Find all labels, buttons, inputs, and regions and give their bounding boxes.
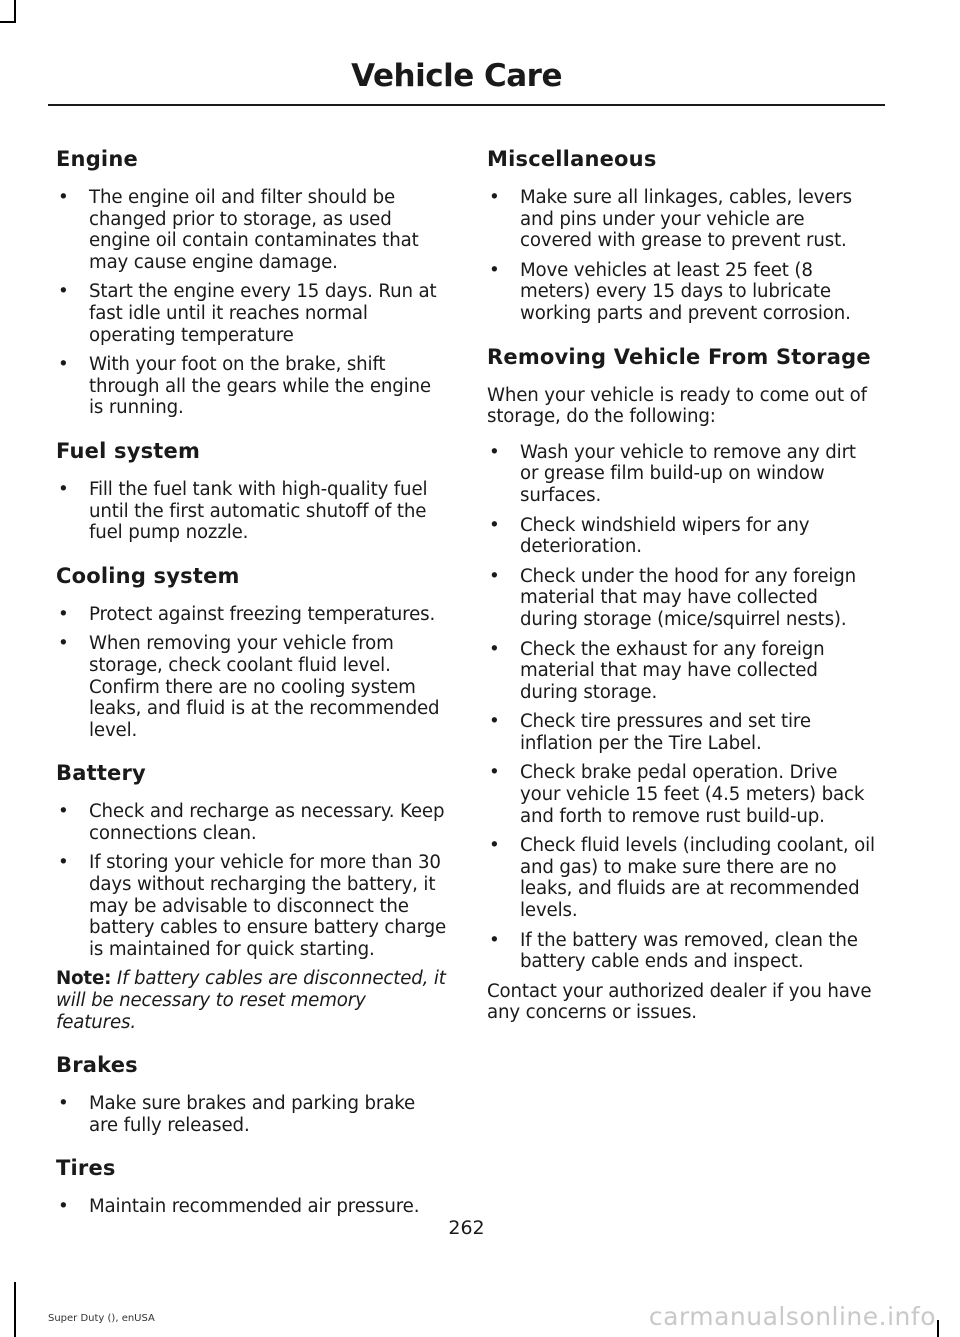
list-item: • Move vehicles at least 25 feet (8 meters) every 15 days to lubricate working parts and prevent corrosion. — [489, 259, 851, 324]
list-item: • When removing your vehicle from storage, check coolant fluid level. Confirm there are no cooling system leaks, and fluid is at the recommended level. — [58, 633, 440, 741]
list-item: • Check windshield wipers for any deterioration. — [489, 514, 810, 558]
engine-list — [56, 187, 448, 419]
crop-mark — [14, 0, 16, 22]
fuel-list — [56, 479, 448, 544]
removing-closing: Contact your authorized dealer if you have any concerns or issues. — [487, 980, 872, 1024]
cooling-list — [56, 604, 448, 742]
list-item: • Maintain recommended air pressure. — [58, 1196, 420, 1218]
brakes-section — [56, 1051, 448, 1136]
cooling-heading: Cooling system — [56, 563, 240, 588]
list-item: • Wash your vehicle to remove any dirt or grease film build-up on window surfaces. — [489, 441, 856, 506]
removing-heading: Removing Vehicle From Storage — [487, 344, 871, 369]
misc-heading: Miscellaneous — [487, 147, 657, 171]
list-item: • With your foot on the brake, shift through all the gears while the engine is running. — [58, 354, 431, 419]
list-item: • If the battery was removed, clean the battery cable ends and inspect. — [489, 929, 858, 973]
misc-section — [487, 145, 879, 325]
left-column — [56, 145, 448, 1236]
tires-heading: Tires — [56, 1156, 116, 1181]
battery-note: Note: If battery cables are disconnected, it will be necessary to reset memory features. — [56, 968, 446, 1033]
misc-list — [487, 187, 879, 325]
crop-mark — [0, 21, 16, 23]
crop-mark — [937, 1320, 939, 1337]
fuel-section — [56, 437, 448, 544]
list-item: • Check fluid levels (including coolant, oil and gas) to make sure there are no leaks, and fluids are at recommended levels. — [489, 835, 875, 922]
removing-intro: When your vehicle is ready to come out of storage, do the following: — [487, 384, 867, 428]
list-item: • Check brake pedal operation. Drive your vehicle 15 feet (4.5 meters) back and forth to remove rust build-up. — [489, 762, 865, 827]
list-item: • Fill the fuel tank with high-quality fuel until the first automatic shutoff of the fuel pump nozzle. — [58, 478, 428, 544]
page-header-title: Vehicle Care — [351, 58, 562, 94]
crop-mark — [14, 1282, 16, 1337]
cooling-section — [56, 562, 448, 742]
brakes-list — [56, 1093, 448, 1136]
list-item: • Make sure brakes and parking brake are fully released. — [58, 1093, 415, 1136]
battery-list — [56, 801, 448, 960]
list-item: • Protect against freezing temperatures. — [58, 603, 436, 625]
right-column — [487, 145, 879, 1042]
list-item: • Check the exhaust for any foreign material that may have collected during storage. — [489, 638, 825, 703]
list-item: • The engine oil and filter should be changed prior to storage, as used engine oil contain contaminates that may cause engine damage. — [58, 187, 419, 273]
list-item: • Check tire pressures and set tire inflation per the Tire Label. — [489, 711, 811, 754]
list-item: • If storing your vehicle for more than 30 days without recharging the battery, it may be advisable to disconnect the battery cables to ensure battery charge is maintained for quick starting. — [58, 852, 447, 960]
battery-section — [56, 759, 448, 1033]
watermark: carmanualsonline.info — [648, 1302, 936, 1331]
removing-section — [487, 343, 879, 1024]
tires-section — [56, 1154, 448, 1218]
list-item: • Make sure all linkages, cables, levers and pins under your vehicle are covered with grease to prevent rust. — [489, 187, 852, 252]
brakes-heading: Brakes — [56, 1053, 138, 1078]
footer-doc-info: Super Duty (), enUSA — [48, 1313, 155, 1324]
engine-heading: Engine — [56, 147, 138, 171]
engine-section — [56, 145, 448, 419]
tires-list — [56, 1196, 448, 1218]
list-item: • Check and recharge as necessary. Keep connections clean. — [58, 801, 445, 844]
header-divider — [48, 104, 885, 106]
list-item: • Start the engine every 15 days. Run at fast idle until it reaches normal operating temperature — [58, 281, 437, 346]
removing-list — [487, 442, 879, 973]
list-item: • Check under the hood for any foreign material that may have collected during storage (mice/squirrel nests). — [489, 565, 857, 630]
battery-heading: Battery — [56, 761, 146, 786]
page-number: 262 — [448, 1217, 485, 1239]
fuel-heading: Fuel system — [56, 438, 201, 463]
